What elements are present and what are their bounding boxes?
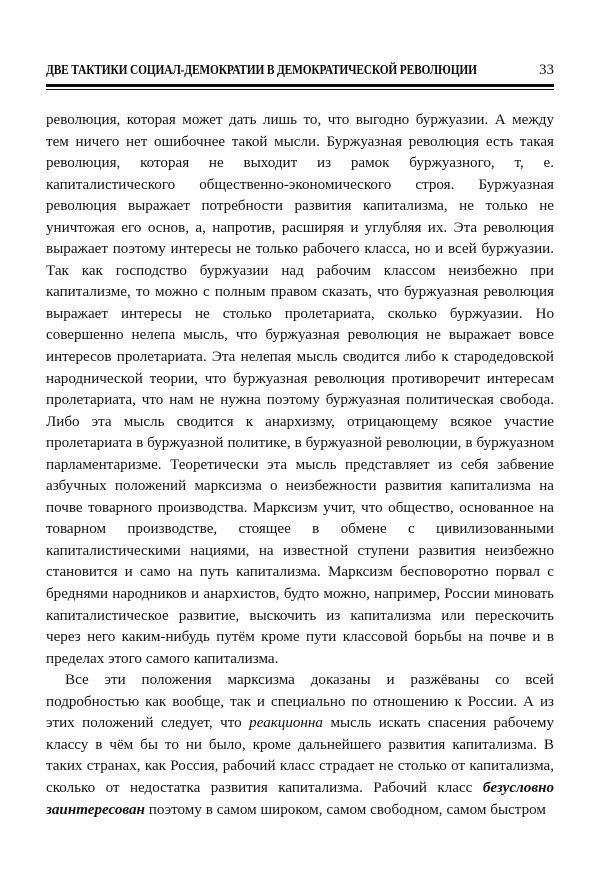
- emphasis-bezuslovno-zainteresovan: безусловно заинтересован: [46, 779, 554, 818]
- paragraph-1: революция, которая может дать лишь то, что выгодно буржуазии. А между тем ничего нет ошибочнее такой мысли. Буржуазная революция есть такая революция, которая не выходит из рамок буржуазного, т, е. капиталистического общественно-экономического строя. Буржуазная революция выражает потребности развития капитализма, не только не уничтожая его основ, а, напротив, расширяя и углубляя их. Эта революция выражает поэтому интересы не только рабочего класса, но и всей буржуазии. Так как господство буржуазии над рабочим классом неизбежно при капитализме, то можно с полным правом сказать, что буржуазная революция выражает интересы не столько пролетариата, сколько буржуазии. Но совершенно нелепа мысль, что буржуазная революция не выражает вовсе интересов пролетариата. Эта нелепая мысль сводится либо к стародедовской народнической теории, что буржуазная революция противоречит интересам пролетариата, что нам не нужна поэтому буржуазная политическая свобода. Либо эта мысль сводится к анархизму, отрицающему всякое участие пролетариата в буржуазной политике, в буржуазной революции, в буржуазном парламентаризме. Теоретически эта мысль представляет из себя забвение азбучных положений марксизма о неизбежности развития капитализма на почве товарного производства. Марксизм учит, что общество, основанное на товарном производстве, стоящее в обмене с цивилизованными капиталистическими нациями, на известной ступени развития неизбежно становится и само на путь капитализма. Марксизм бесповоротно порвал с бреднями народников и анархистов, будто можно, например, России миновать капиталистическое развитие, выскочить из капитализма или перескочить через него каким-нибудь путём кроме пути классовой борьбы на почве и в пределах этого самого капитализма.: [46, 112, 554, 667]
- paragraph-2: [46, 670, 554, 821]
- paragraph-2-part-1: Все эти положения марксизма доказаны и разжёваны со всей подробностью как вообще, так и специально по отношению к России. А из этих положений следует, что: [46, 672, 554, 732]
- running-head: [46, 62, 554, 96]
- emphasis-reakcionna: реакционна: [249, 715, 323, 732]
- page-content: [46, 0, 554, 821]
- header-rule-thick: [46, 84, 554, 87]
- page-number: 33: [539, 62, 554, 78]
- body-text: [46, 110, 554, 821]
- running-head-title: ДВЕ ТАКТИКИ СОЦИАЛ-ДЕМОКРАТИИ В ДЕМОКРАТИЧЕСКОЙ РЕВОЛЮЦИИ: [46, 62, 477, 77]
- header-rule-thin: [46, 89, 554, 90]
- paragraph-2-part-3: поэтому в самом широком, самом свободном, самом быстром: [144, 801, 546, 818]
- paragraph-2-part-2: мысль искать спасения рабочему классу в чём бы то ни было, кроме дальнейшего развития капитализма. В таких странах, как Россия, рабочий класс страдает не столько от капитализма, сколько от недостатка развития капитализма. Рабочий класс: [46, 715, 554, 796]
